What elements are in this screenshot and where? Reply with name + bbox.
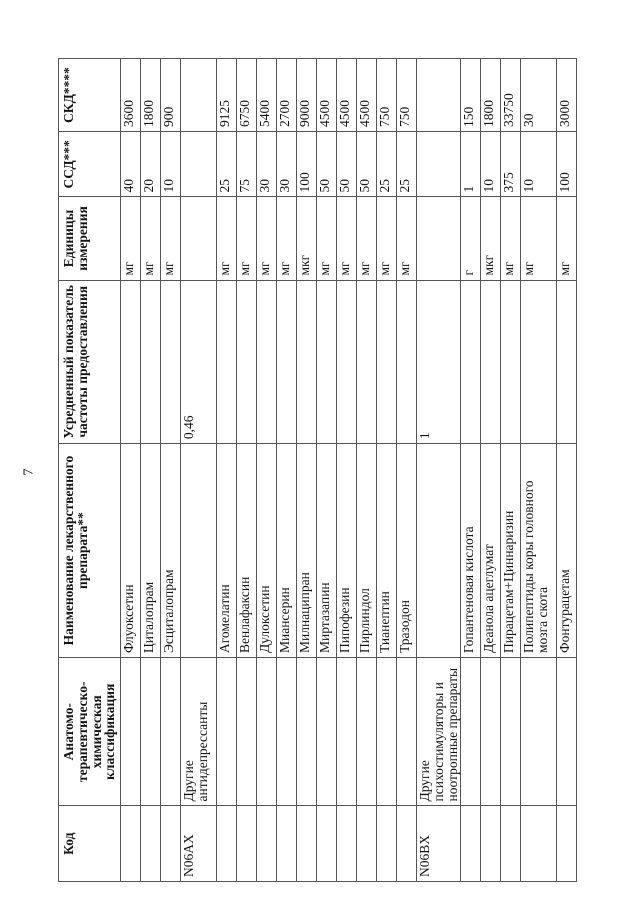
freq-cell: 1 bbox=[417, 280, 461, 444]
header-code: Код bbox=[59, 806, 121, 882]
unit-cell: мг bbox=[557, 197, 577, 280]
skd-cell: 150 bbox=[461, 59, 481, 132]
drug-table bbox=[58, 58, 577, 882]
skd-cell: 1800 bbox=[481, 59, 501, 132]
freq-cell bbox=[141, 280, 161, 444]
freq-cell bbox=[337, 280, 357, 444]
drug-cell: Фонтурацетам bbox=[557, 444, 577, 658]
drug-cell bbox=[417, 444, 461, 658]
drug-cell: Гопантеновая кислота bbox=[461, 444, 481, 658]
skd-cell: 4500 bbox=[337, 59, 357, 132]
unit-cell: мг bbox=[217, 197, 237, 280]
atc-cell: Другие психостимуляторы и ноотропные препараты bbox=[417, 658, 461, 806]
atc-cell bbox=[257, 658, 277, 806]
code-cell bbox=[481, 806, 501, 882]
freq-cell bbox=[217, 280, 237, 444]
code-cell bbox=[377, 806, 397, 882]
unit-cell: мг bbox=[161, 197, 181, 280]
skd-cell: 9000 bbox=[297, 59, 317, 132]
code-cell bbox=[557, 806, 577, 882]
table-row bbox=[257, 59, 277, 882]
ssd-cell: 100 bbox=[557, 132, 577, 197]
freq-cell bbox=[121, 280, 141, 444]
ssd-cell: 25 bbox=[377, 132, 397, 197]
atc-cell: Другие антидепрессанты bbox=[181, 658, 217, 806]
code-cell bbox=[501, 806, 521, 882]
unit-cell bbox=[181, 197, 217, 280]
skd-cell: 750 bbox=[397, 59, 417, 132]
skd-cell: 30 bbox=[521, 59, 557, 132]
code-cell bbox=[337, 806, 357, 882]
code-cell bbox=[297, 806, 317, 882]
group-header-row bbox=[417, 59, 461, 882]
unit-cell: мг bbox=[501, 197, 521, 280]
drug-cell: Циталопрам bbox=[141, 444, 161, 658]
ssd-cell bbox=[417, 132, 461, 197]
header-freq: Усредненный показатель частоты предоставления bbox=[59, 280, 121, 444]
ssd-cell: 10 bbox=[161, 132, 181, 197]
table-row bbox=[501, 59, 521, 882]
ssd-cell: 75 bbox=[237, 132, 257, 197]
freq-cell bbox=[397, 280, 417, 444]
drug-cell: Тразодон bbox=[397, 444, 417, 658]
drug-cell: Венлафаксин bbox=[237, 444, 257, 658]
drug-cell: Флуоксетин bbox=[121, 444, 141, 658]
header-drug: Наименование лекарственного препарата** bbox=[59, 444, 121, 658]
unit-cell: мг bbox=[377, 197, 397, 280]
code-cell bbox=[161, 806, 181, 882]
skd-cell: 9125 bbox=[217, 59, 237, 132]
ssd-cell: 100 bbox=[297, 132, 317, 197]
code-cell bbox=[141, 806, 161, 882]
freq-cell bbox=[481, 280, 501, 444]
skd-cell: 4500 bbox=[317, 59, 337, 132]
group-header-row bbox=[181, 59, 217, 882]
drug-cell: Пипофезин bbox=[337, 444, 357, 658]
table-row bbox=[397, 59, 417, 882]
table-row bbox=[461, 59, 481, 882]
atc-cell bbox=[317, 658, 337, 806]
drug-cell: Миансерин bbox=[277, 444, 297, 658]
skd-cell: 2700 bbox=[277, 59, 297, 132]
freq-cell: 0,46 bbox=[181, 280, 217, 444]
unit-cell bbox=[417, 197, 461, 280]
freq-cell bbox=[357, 280, 377, 444]
atc-cell bbox=[161, 658, 181, 806]
skd-cell bbox=[181, 59, 217, 132]
table-row bbox=[521, 59, 557, 882]
atc-cell bbox=[377, 658, 397, 806]
atc-cell bbox=[357, 658, 377, 806]
ssd-cell: 1 bbox=[461, 132, 481, 197]
unit-cell: мг bbox=[357, 197, 377, 280]
skd-cell: 750 bbox=[377, 59, 397, 132]
table-row bbox=[277, 59, 297, 882]
unit-cell: мг bbox=[337, 197, 357, 280]
ssd-cell: 25 bbox=[397, 132, 417, 197]
table-row bbox=[337, 59, 357, 882]
skd-cell: 1800 bbox=[141, 59, 161, 132]
code-cell bbox=[257, 806, 277, 882]
table-row bbox=[217, 59, 237, 882]
freq-cell bbox=[277, 280, 297, 444]
header-atc: Анатомо-терапевтическо-химическая классификация bbox=[59, 658, 121, 806]
table-row bbox=[297, 59, 317, 882]
freq-cell bbox=[521, 280, 557, 444]
ssd-cell: 10 bbox=[481, 132, 501, 197]
header-skd: СКД**** bbox=[59, 59, 121, 132]
table-row bbox=[557, 59, 577, 882]
rotated-table-wrapper bbox=[58, 58, 618, 882]
freq-cell bbox=[377, 280, 397, 444]
page-number: 7 bbox=[21, 468, 37, 476]
atc-cell bbox=[337, 658, 357, 806]
code-cell bbox=[317, 806, 337, 882]
ssd-cell: 20 bbox=[141, 132, 161, 197]
skd-cell: 33750 bbox=[501, 59, 521, 132]
freq-cell bbox=[461, 280, 481, 444]
atc-cell bbox=[121, 658, 141, 806]
atc-cell bbox=[237, 658, 257, 806]
unit-cell: г bbox=[461, 197, 481, 280]
skd-cell: 3600 bbox=[121, 59, 141, 132]
code-cell: N06AX bbox=[181, 806, 217, 882]
ssd-cell: 40 bbox=[121, 132, 141, 197]
code-cell bbox=[521, 806, 557, 882]
table-row bbox=[161, 59, 181, 882]
drug-cell: Милнаципран bbox=[297, 444, 317, 658]
ssd-cell: 10 bbox=[521, 132, 557, 197]
freq-cell bbox=[237, 280, 257, 444]
code-cell bbox=[277, 806, 297, 882]
atc-cell bbox=[501, 658, 521, 806]
unit-cell: мг bbox=[521, 197, 557, 280]
ssd-cell: 375 bbox=[501, 132, 521, 197]
unit-cell: мг bbox=[277, 197, 297, 280]
table-row bbox=[317, 59, 337, 882]
code-cell bbox=[357, 806, 377, 882]
code-cell bbox=[217, 806, 237, 882]
drug-cell: Эсциталопрам bbox=[161, 444, 181, 658]
drug-cell: Пирлиндол bbox=[357, 444, 377, 658]
freq-cell bbox=[317, 280, 337, 444]
unit-cell: мг bbox=[121, 197, 141, 280]
drug-cell: Полипептиды коры головного мозга скота bbox=[521, 444, 557, 658]
header-unit: Единицы измерения bbox=[59, 197, 121, 280]
atc-cell bbox=[557, 658, 577, 806]
unit-cell: мг bbox=[317, 197, 337, 280]
table-row bbox=[377, 59, 397, 882]
skd-cell: 4500 bbox=[357, 59, 377, 132]
drug-cell: Пирацетам+Циннаризин bbox=[501, 444, 521, 658]
drug-cell: Дулоксетин bbox=[257, 444, 277, 658]
skd-cell: 6750 bbox=[237, 59, 257, 132]
atc-cell bbox=[461, 658, 481, 806]
atc-cell bbox=[521, 658, 557, 806]
freq-cell bbox=[297, 280, 317, 444]
atc-cell bbox=[141, 658, 161, 806]
header-ssd: ССД*** bbox=[59, 132, 121, 197]
code-cell bbox=[461, 806, 481, 882]
freq-cell bbox=[501, 280, 521, 444]
ssd-cell: 50 bbox=[317, 132, 337, 197]
unit-cell: мг bbox=[237, 197, 257, 280]
atc-cell bbox=[481, 658, 501, 806]
ssd-cell: 25 bbox=[217, 132, 237, 197]
skd-cell bbox=[417, 59, 461, 132]
table-header-row bbox=[59, 59, 121, 882]
unit-cell: мг bbox=[397, 197, 417, 280]
atc-cell bbox=[397, 658, 417, 806]
skd-cell: 3000 bbox=[557, 59, 577, 132]
freq-cell bbox=[257, 280, 277, 444]
table-row bbox=[481, 59, 501, 882]
ssd-cell bbox=[181, 132, 217, 197]
unit-cell: мг bbox=[141, 197, 161, 280]
skd-cell: 900 bbox=[161, 59, 181, 132]
drug-cell bbox=[181, 444, 217, 658]
ssd-cell: 30 bbox=[277, 132, 297, 197]
code-cell: N06BX bbox=[417, 806, 461, 882]
table-row bbox=[141, 59, 161, 882]
table-row bbox=[121, 59, 141, 882]
ssd-cell: 30 bbox=[257, 132, 277, 197]
document-page bbox=[58, 58, 618, 882]
code-cell bbox=[237, 806, 257, 882]
freq-cell bbox=[161, 280, 181, 444]
drug-cell: Деанола ацеглумат bbox=[481, 444, 501, 658]
skd-cell: 5400 bbox=[257, 59, 277, 132]
drug-cell: Миртазапин bbox=[317, 444, 337, 658]
freq-cell bbox=[557, 280, 577, 444]
code-cell bbox=[121, 806, 141, 882]
drug-cell: Тианептин bbox=[377, 444, 397, 658]
unit-cell: мкг bbox=[481, 197, 501, 280]
table-row bbox=[357, 59, 377, 882]
atc-cell bbox=[277, 658, 297, 806]
unit-cell: мг bbox=[257, 197, 277, 280]
table-row bbox=[237, 59, 257, 882]
atc-cell bbox=[297, 658, 317, 806]
atc-cell bbox=[217, 658, 237, 806]
ssd-cell: 50 bbox=[337, 132, 357, 197]
unit-cell: мкг bbox=[297, 197, 317, 280]
code-cell bbox=[397, 806, 417, 882]
drug-cell: Агомелатин bbox=[217, 444, 237, 658]
ssd-cell: 50 bbox=[357, 132, 377, 197]
